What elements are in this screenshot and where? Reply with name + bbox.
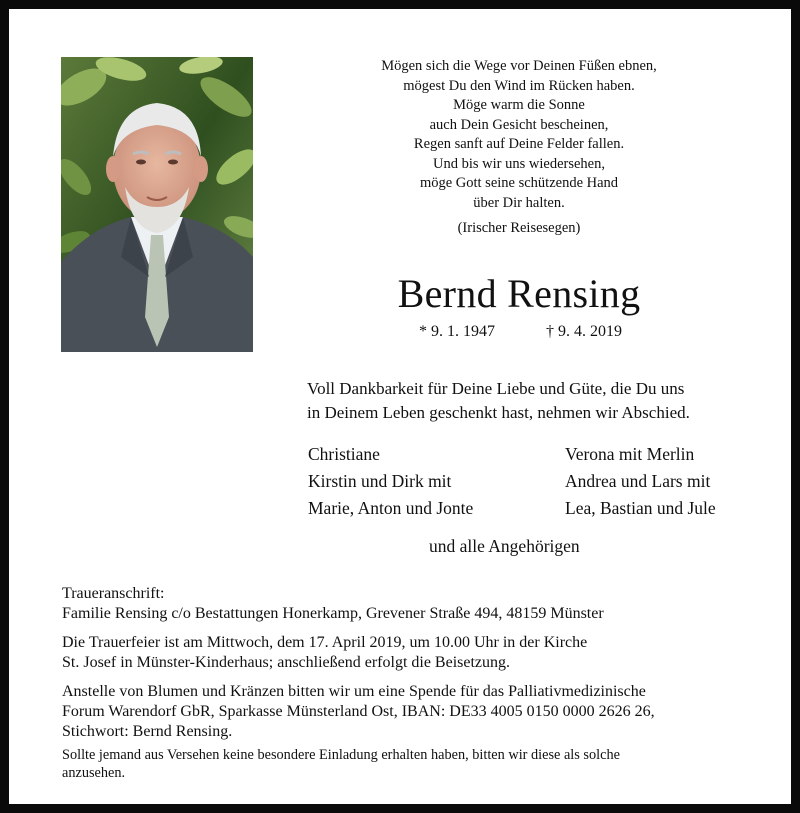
poem-line: auch Dein Gesicht bescheinen, bbox=[429, 116, 609, 133]
farewell-line: Voll Dankbarkeit für Deine Liebe und Güte, die Du uns bbox=[307, 379, 685, 398]
funeral-details bbox=[62, 584, 757, 782]
donation-text: Anstelle von Blumen und Kränzen bitten wir um eine Spende für das Palliativmedizinische bbox=[62, 683, 646, 700]
address-label: Traueranschrift: bbox=[62, 585, 165, 602]
farewell-text bbox=[307, 377, 767, 425]
poem-line: möge Gott seine schützende Hand bbox=[419, 175, 619, 191]
poem-block bbox=[349, 57, 689, 239]
mourner-entry: Verona mit Merlin bbox=[565, 444, 695, 464]
mourner-entry: Kirstin und Dirk mit bbox=[308, 471, 452, 491]
birth-date: * 9. 1. 1947 bbox=[419, 323, 495, 340]
deceased-name: Bernd Rensing bbox=[397, 271, 641, 316]
death-date: † 9. 4. 2019 bbox=[546, 323, 622, 340]
mourner-entry: Marie, Anton und Jonte bbox=[308, 498, 474, 518]
poem-line: Regen sanft auf Deine Felder fallen. bbox=[413, 136, 625, 152]
poem-line: über Dir halten. bbox=[473, 194, 565, 211]
mourner-entry: Lea, Bastian und Jule bbox=[565, 498, 716, 518]
mourner-entry: Christiane bbox=[308, 444, 380, 464]
mourners-left-column bbox=[308, 441, 473, 522]
mourners-right-column bbox=[565, 441, 716, 522]
mourning-address: Familie Rensing c/o Bestattungen Honerkamp, Grevener Straße 494, 48159 Münster bbox=[62, 605, 604, 622]
ceremony-text: St. Josef in Münster-Kinderhaus; anschließend erfolgt die Beisetzung. bbox=[62, 654, 511, 671]
donation-text: Forum Warendorf GbR, Sparkasse Münsterland Ost, IBAN: DE33 4005 0150 0000 2626 26, bbox=[62, 703, 655, 720]
poem-line: Möge warm die Sonne bbox=[453, 97, 585, 113]
poem-line: mögest Du den Wind im Rücken haben. bbox=[403, 77, 635, 94]
mourner-entry: Andrea und Lars mit bbox=[565, 471, 711, 491]
portrait-illustration bbox=[61, 57, 253, 352]
donation-text: Stichwort: Bernd Rensing. bbox=[62, 723, 233, 740]
poem-source: (Irischer Reisesegen) bbox=[457, 220, 581, 236]
portrait-photo bbox=[61, 57, 253, 352]
poem-line: Und bis wir uns wiedersehen, bbox=[433, 155, 605, 172]
ceremony-text: Die Trauerfeier ist am Mittwoch, dem 17. April 2019, um 10.00 Uhr in der Kirche bbox=[62, 634, 588, 651]
invitation-note: Sollte jemand aus Versehen keine besondere Einladung erhalten haben, bitten wir diese als solche bbox=[62, 747, 620, 763]
invitation-note: anzusehen. bbox=[62, 765, 126, 781]
other-relatives: und alle Angehörigen bbox=[429, 536, 580, 556]
poem-line: Mögen sich die Wege vor Deinen Füßen ebnen, bbox=[381, 58, 657, 74]
farewell-line: in Deinem Leben geschenkt hast, nehmen wir Abschied. bbox=[307, 403, 690, 422]
